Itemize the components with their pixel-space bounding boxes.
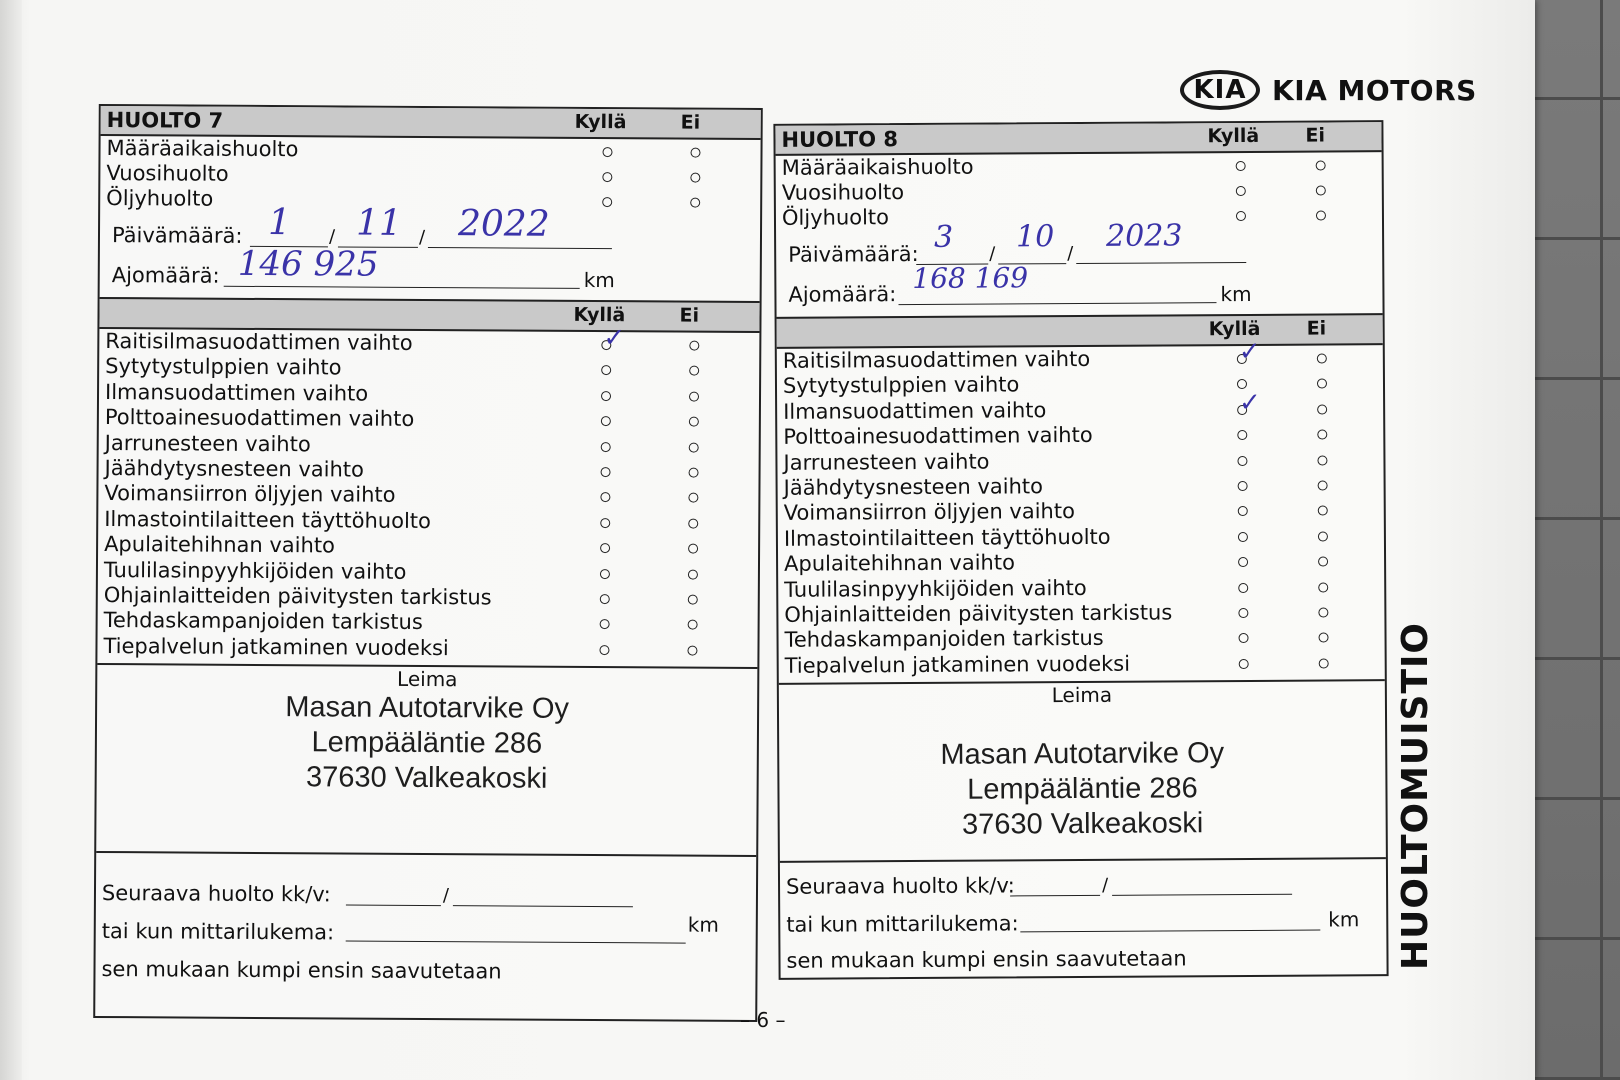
maintenance-item-row (778, 548, 1384, 577)
whichever-label: sen mukaan kumpi ensin saavutetaan (101, 957, 502, 984)
card-header (101, 106, 761, 140)
date-slash: / (328, 226, 336, 248)
yes-radio[interactable] (1236, 161, 1246, 171)
maintenance-item-label: Polttoainesuodattimen vaihto (783, 423, 1093, 449)
page-number: – 6 – (740, 1008, 786, 1032)
maintenance-item-label: Voimansiirron öljyjen vaihto (783, 499, 1075, 526)
yes-radio[interactable] (1237, 456, 1247, 466)
mileage-underline (898, 302, 1216, 305)
no-radio[interactable] (1318, 531, 1328, 541)
no-radio[interactable] (1319, 658, 1329, 668)
no-radio[interactable] (689, 417, 699, 427)
service-type-label: Määräaikaishuolto (106, 136, 299, 162)
no-radio[interactable] (1316, 185, 1326, 195)
no-radio[interactable] (1317, 404, 1327, 414)
yes-radio[interactable] (601, 416, 611, 426)
maintenance-item-label: Tehdaskampanjoiden tarkistus (784, 626, 1104, 653)
yes-radio[interactable] (602, 172, 612, 182)
next-service-label: Seuraava huolto kk/v: (785, 873, 1015, 899)
maintenance-item-label: Raitisilmasuodattimen vaihto (782, 346, 1091, 373)
service-card-7 (93, 104, 763, 1022)
maintenance-item-label: Raitisilmasuodattimen vaihto (105, 329, 413, 355)
maintenance-item-label: Sytytystulppien vaihto (105, 354, 342, 380)
no-radio[interactable] (688, 493, 698, 503)
maintenance-item-row (97, 634, 757, 663)
no-radio[interactable] (1317, 379, 1327, 389)
no-radio[interactable] (687, 645, 697, 655)
maintenance-item-label: Jarrunesteen vaihto (104, 430, 311, 456)
mileage-underline (224, 286, 580, 289)
maintenance-item-label: Ohjainlaitteiden päivitysten tarkistus (784, 600, 1173, 627)
maintenance-item-row (777, 336, 1383, 374)
column-yes-header: Kyllä (1208, 317, 1261, 341)
dealer-stamp (97, 689, 758, 798)
date-slash: / (442, 885, 450, 907)
maintenance-item-label: Ohjainlaitteiden päivitysten tarkistus (103, 582, 492, 610)
handwritten-date-year: 2022 (457, 203, 550, 245)
stamp-line: Masan Autotarvike Oy (285, 691, 570, 725)
yes-radio[interactable] (602, 197, 612, 207)
maintenance-item-label: Tuulilasinpyyhkijöiden vaihto (784, 575, 1087, 602)
handwritten-date-year: 2023 (1105, 218, 1183, 254)
stamp-label: Leima (1051, 682, 1113, 708)
date-slash: / (418, 226, 426, 248)
stamp-line: Lempääläntie 286 (311, 726, 543, 760)
date-slash: / (989, 243, 996, 265)
service-type-row (776, 152, 1382, 181)
check-mark-icon: ✓ (603, 323, 626, 354)
next-service-section (95, 851, 756, 997)
date-label: Päivämäärä: (788, 241, 919, 267)
check-mark-icon: ✓ (1238, 336, 1261, 368)
odometer-label: tai kun mittarilukema: (101, 919, 335, 945)
no-radio[interactable] (1316, 210, 1326, 220)
yes-radio[interactable] (600, 492, 610, 502)
maintenance-item-label: Apulaitehihnan vaihto (104, 532, 336, 558)
no-radio[interactable] (689, 341, 699, 351)
maintenance-item-label: Tuulilasinpyyhkijöiden vaihto (103, 557, 407, 584)
yes-radio[interactable] (600, 543, 610, 553)
service-type-label: Öljyhuolto (106, 186, 214, 211)
no-radio[interactable] (689, 442, 699, 452)
yes-radio[interactable] (599, 645, 609, 655)
service-type-label: Määräaikaishuolto (781, 154, 974, 180)
mileage-field (100, 243, 760, 301)
kia-logo (1180, 70, 1477, 110)
mileage-label: Ajomäärä: (111, 263, 220, 288)
no-radio[interactable] (689, 391, 699, 401)
no-radio[interactable] (1317, 455, 1327, 465)
service-type-label: Vuosihuolto (781, 180, 905, 205)
next-service-section (780, 857, 1387, 981)
column-no-header: Ei (1305, 124, 1326, 147)
no-radio[interactable] (688, 518, 698, 528)
handwritten-date-month: 10 (1015, 219, 1055, 255)
yes-radio[interactable] (1239, 633, 1249, 643)
yes-radio[interactable] (600, 518, 610, 528)
yes-radio[interactable] (1238, 532, 1248, 542)
maintenance-item-label: Jäähdytysnesteen vaihto (783, 474, 1044, 500)
no-radio[interactable] (1318, 582, 1328, 592)
date-slash: / (1101, 874, 1109, 896)
dealer-stamp (779, 735, 1386, 844)
service-type-label: Öljyhuolto (781, 205, 890, 230)
odometer-underline (1020, 930, 1320, 933)
km-unit: km (1220, 281, 1252, 307)
handwritten-date-day: 3 (933, 219, 954, 255)
no-radio[interactable] (689, 366, 699, 376)
handwritten-date-month: 11 (355, 202, 403, 244)
items-header (777, 313, 1383, 349)
service-card-8 (773, 120, 1388, 980)
handwritten-mileage: 168 169 (912, 261, 1029, 296)
yes-radio[interactable] (1238, 557, 1248, 567)
stamp-area (779, 679, 1386, 861)
column-yes-header: Kyllä (574, 110, 627, 134)
column-yes-header: Kyllä (573, 303, 626, 327)
no-radio[interactable] (688, 594, 698, 604)
yes-radio[interactable] (600, 594, 610, 604)
yes-radio[interactable] (1238, 582, 1248, 592)
service-type-label: Vuosihuolto (106, 161, 229, 186)
no-radio[interactable] (690, 173, 700, 183)
maintenance-item-label: Tiepalvelun jatkaminen vuodeksi (103, 633, 449, 660)
yes-radio[interactable] (602, 147, 612, 157)
no-radio[interactable] (688, 569, 698, 579)
no-radio[interactable] (1318, 480, 1328, 490)
maintenance-item-label: Ilmastointilaitteen täyttöhuolto (783, 524, 1111, 551)
stamp-area (96, 663, 757, 855)
yes-radio[interactable] (600, 619, 610, 629)
maintenance-item-label: Ilmansuodattimen vaihto (783, 397, 1047, 424)
yes-radio[interactable] (1238, 608, 1248, 618)
maintenance-item-row (777, 447, 1383, 476)
maintenance-item-label: Jarrunesteen vaihto (783, 449, 990, 475)
column-yes-header: Kyllä (1207, 124, 1260, 148)
maintenance-item-row (778, 472, 1384, 501)
maintenance-item-label: Jäähdytysnesteen vaihto (104, 455, 365, 482)
maintenance-item-label: Sytytystulppien vaihto (782, 372, 1020, 399)
no-radio[interactable] (1317, 430, 1327, 440)
card-title: HUOLTO 7 (106, 108, 224, 133)
stamp-line: Masan Autotarvike Oy (940, 737, 1225, 771)
stamp-line: Lempääläntie 286 (967, 772, 1198, 806)
next-service-underline (453, 905, 633, 907)
maintenance-item-row (778, 599, 1384, 628)
column-no-header: Ei (1306, 317, 1327, 340)
maintenance-item-row (778, 574, 1384, 603)
maintenance-item-row (777, 371, 1383, 400)
yes-radio[interactable] (1238, 481, 1248, 491)
date-field (776, 218, 1382, 271)
column-no-header: Ei (680, 111, 701, 134)
maintenance-item-label: Ilmansuodattimen vaihto (104, 379, 369, 406)
next-service-underline (346, 905, 441, 907)
no-radio[interactable] (1317, 353, 1327, 363)
yes-radio[interactable] (1238, 506, 1248, 516)
no-radio[interactable] (1319, 633, 1329, 643)
maintenance-item-row (778, 523, 1384, 552)
yes-radio[interactable] (1237, 430, 1247, 440)
handwritten-date-day: 1 (267, 202, 292, 244)
maintenance-item-row (777, 387, 1383, 425)
next-service-underline (1112, 894, 1292, 896)
items-header (99, 297, 759, 333)
brand-name: KIA MOTORS (1272, 73, 1477, 107)
yes-radio[interactable] (1236, 186, 1246, 196)
maintenance-item-label: Ilmastointilaitteen täyttöhuolto (104, 506, 431, 533)
no-radio[interactable] (688, 620, 698, 630)
whichever-label: sen mukaan kumpi ensin saavutetaan (786, 946, 1187, 973)
maintenance-item-label: Tiepalvelun jatkaminen vuodeksi (784, 651, 1131, 678)
date-underline (1076, 262, 1246, 264)
no-radio[interactable] (689, 468, 699, 478)
card-title: HUOLTO 8 (781, 127, 899, 152)
no-radio[interactable] (1318, 506, 1328, 516)
column-no-header: Ei (679, 304, 700, 327)
date-field (100, 202, 760, 255)
maintenance-item-label: Polttoainesuodattimen vaihto (104, 405, 415, 432)
date-underline (428, 247, 612, 249)
stamp-line: 37630 Valkeakoski (305, 761, 548, 795)
kia-oval-logo: KIA (1180, 70, 1260, 110)
no-radio[interactable] (690, 198, 700, 208)
no-radio[interactable] (1318, 557, 1328, 567)
km-unit: km (1328, 907, 1360, 932)
no-radio[interactable] (690, 148, 700, 158)
yes-radio[interactable] (601, 365, 611, 375)
side-title: HUOLTOMUISTIO (1395, 621, 1436, 970)
next-service-label: Seuraava huolto kk/v: (101, 881, 331, 907)
odometer-underline (346, 941, 686, 944)
mileage-field (776, 261, 1382, 317)
km-unit: km (583, 267, 615, 293)
maintenance-item-row (778, 624, 1384, 653)
next-service-underline (1010, 895, 1100, 897)
yes-radio[interactable] (601, 442, 611, 452)
maintenance-item-row (777, 421, 1383, 450)
no-radio[interactable] (688, 544, 698, 554)
maintenance-item-row (778, 497, 1384, 526)
maintenance-item-label: Voimansiirron öljyjen vaihto (104, 481, 396, 508)
odometer-label: tai kun mittarilukema: (786, 911, 1019, 937)
yes-radio[interactable] (601, 391, 611, 401)
date-label: Päivämäärä: (111, 223, 243, 248)
no-radio[interactable] (1318, 607, 1328, 617)
yes-radio[interactable] (601, 467, 611, 477)
no-radio[interactable] (1316, 160, 1326, 170)
yes-radio[interactable] (1239, 659, 1249, 669)
maintenance-item-label: Tehdaskampanjoiden tarkistus (103, 608, 423, 635)
yes-radio[interactable] (1236, 211, 1246, 221)
check-mark-icon: ✓ (1239, 387, 1261, 418)
maintenance-item-label: Apulaitehihnan vaihto (784, 550, 1015, 576)
stamp-line: 37630 Valkeakoski (961, 807, 1204, 841)
service-type-row (776, 202, 1382, 231)
yes-radio[interactable] (600, 569, 610, 579)
stamp-label: Leima (397, 666, 458, 692)
maintenance-item-row (779, 650, 1385, 679)
mileage-label: Ajomäärä: (788, 282, 897, 307)
handwritten-mileage: 146 925 (237, 243, 379, 285)
card-header (775, 122, 1381, 156)
date-slash: / (1067, 243, 1074, 265)
service-type-row (776, 177, 1382, 206)
km-unit: km (687, 912, 719, 937)
